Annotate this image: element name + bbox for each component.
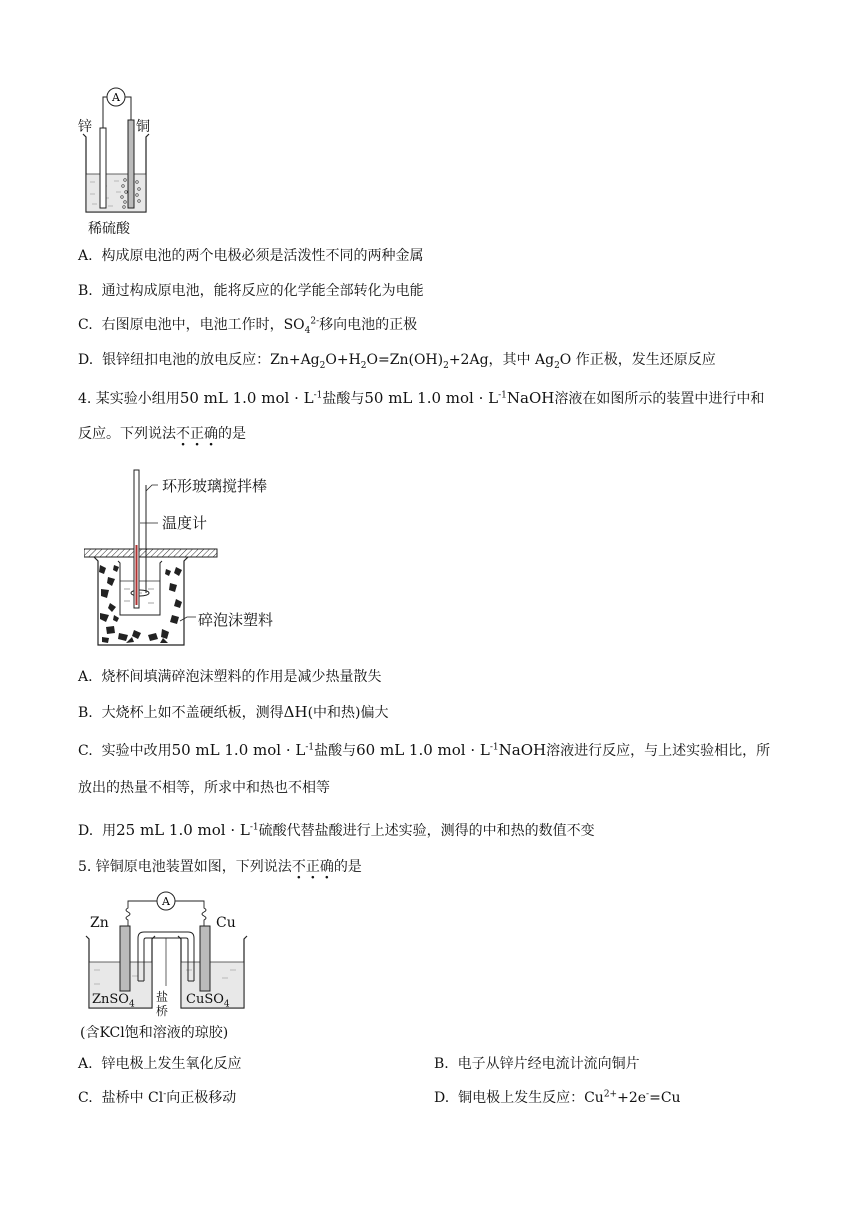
thermometer-label: 温度计 <box>162 514 208 532</box>
ammeter-label: A <box>112 91 120 104</box>
q5-option-d: D. 铜电极上发生反应：$Cu^{2+}+2e^-=Cu$ <box>434 1089 681 1106</box>
q3-option-d: D. 银锌纽扣电池的放电反应：$Zn+Ag_2O+H_2O=Zn(OH)_2+2Ag$，其中 $Ag_2O$ 作正极，发生还原反应 <box>78 352 716 371</box>
salt-bridge-label-2: 桥 <box>156 1004 169 1018</box>
foam-label: 碎泡沫塑料 <box>198 611 274 629</box>
q5-option-c: C. 盐桥中 Cl-向正极移动 <box>78 1089 237 1106</box>
q5-option-b: B. 电子从锌片经电流计流向铜片 <box>434 1056 640 1072</box>
q4-option-b: B. 大烧杯上如不盖硬纸板，测得ΔH(中和热)偏大 <box>78 703 389 721</box>
figure-calorimeter <box>84 465 324 655</box>
q4-option-d: D. 用25 mL 1.0 mol · $L^{-1}$硫酸代替盐酸进行上述实验，测得的中和热的数值不变 <box>78 821 595 839</box>
q4-stem-line2: 反应。下列说法不正确的是 <box>78 426 246 442</box>
stirrer-label: 环形玻璃搅拌棒 <box>162 477 268 495</box>
cu-label: Cu <box>216 915 236 931</box>
q3-option-c: C. 右图原电池中，电池工作时，$SO_4^{2-}$移向电池的正极 <box>78 316 418 336</box>
q5-stem: 5. 锌铜原电池装置如图，下列说法不正确的是 <box>78 859 362 875</box>
q3-option-a: A. 构成原电池的两个电极必须是活泼性不同的两种金属 <box>78 248 424 264</box>
cuso4-label: CuSO$_4$ <box>186 992 230 1010</box>
q3-option-b: B. 通过构成原电池，能将反应的化学能全部转化为电能 <box>78 283 424 299</box>
q4-option-a: A. 烧杯间填满碎泡沫塑料的作用是减少热量散失 <box>78 669 382 685</box>
zinc-label: 锌 <box>78 119 92 135</box>
q4-option-c-line1: C. 实验中改用50 mL 1.0 mol · $L^{-1}$盐酸与60 mL 1.0 mol · $L^{-1}NaOH$溶液进行反应，与上述实验相比，所 <box>78 741 771 759</box>
q5-option-a: A. 锌电极上发生氧化反应 <box>78 1056 242 1072</box>
znso4-label: ZnSO$_4$ <box>92 992 135 1010</box>
salt-bridge-caption: (含KCl饱和溶液的琼胶) <box>80 1025 229 1041</box>
q4-stem-line1: 4. 某实验小组用50 mL 1.0 mol · $L^{-1}$盐酸与50 mL 1.0 mol · $L^{-1}NaOH$溶液在如图所示的装置中进行中和 <box>78 389 765 407</box>
figure-caption: 稀硫酸 <box>88 221 130 237</box>
ammeter-label: A <box>162 895 170 908</box>
q4-option-c-line2: 放出的热量不相等，所求中和热也不相等 <box>78 780 330 796</box>
salt-bridge-label-1: 盐 <box>156 990 169 1004</box>
copper-label: 铜 <box>136 119 150 135</box>
figure-galvanic-cell <box>78 82 168 242</box>
figure-salt-bridge-cell <box>80 886 260 1046</box>
zn-label: Zn <box>90 915 109 931</box>
